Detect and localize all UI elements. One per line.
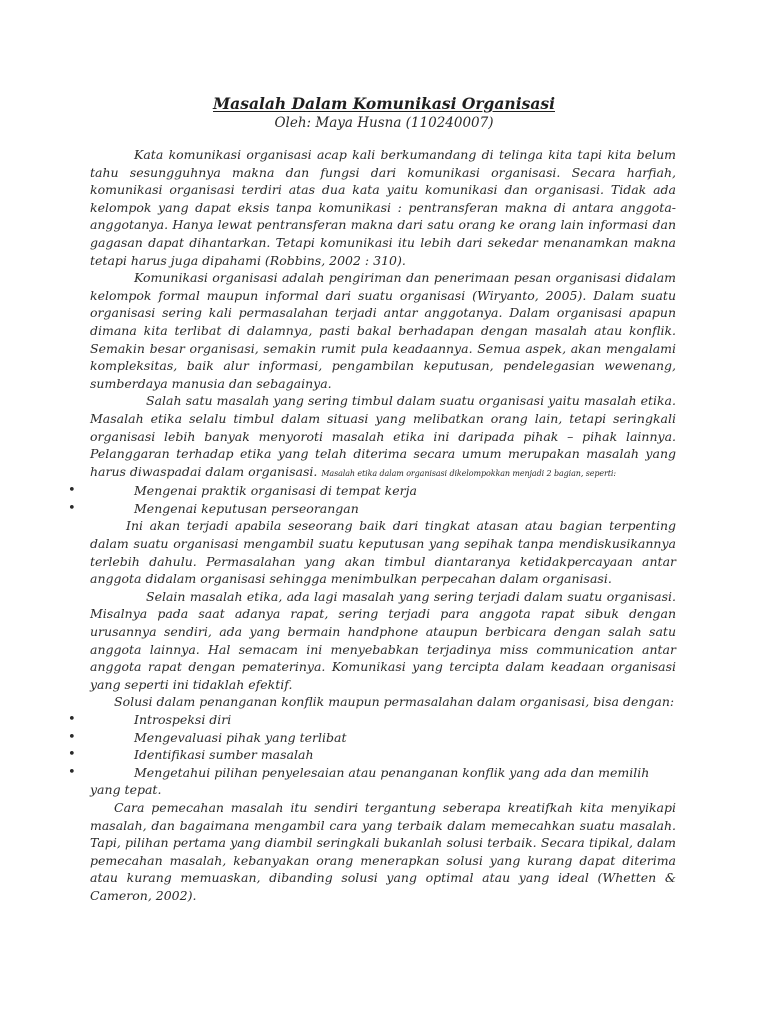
paragraph-6: Solusi dalam penanganan konflik maupun permasalahan dalam organisasi, bisa dengan: (114, 694, 675, 710)
paragraph-3-text: Salah satu masalah yang sering timbul dalam suatu organisasi yaitu masalah etika. Masalah etika selalu timbul dalam situasi yang melibatkan orang lain, tetapi seringkali organisasi lebih banyak menyoroti masalah etika ini daripada pihak – pihak lainnya. Pelanggaran terhadap etika yang telah diterima secara umum merupakan masalah yang harus diwaspadai dalam organisasi. (90, 393, 676, 479)
solutions-list (68, 711, 676, 781)
list-item-text: Identifikasi sumber masalah (134, 747, 314, 763)
paragraph-2: Komunikasi organisasi adalah pengiriman dan penerimaan pesan organisasi didalam kelompok formal maupun informal dari suatu organisasi (Wiryanto, 2005). Dalam suatu organisasi sering kali permasalahan terjadi antar anggotanya. Dalam organisasi apapun dimana kita terlibat di dalamnya, pasti bakal berhadapan dengan masalah atau konflik. Semakin besar organisasi, semakin rumit pula keadaannya. Semua aspek, akan mengalami kompleksitas, baik alur informasi, pengambilan keputusan, pendelegasian wewenang, sumberdaya manusia dan sebagainya. (90, 270, 676, 391)
list-item (68, 482, 676, 500)
document-body (68, 146, 676, 905)
list-item-text: Mengenai keputusan perseorangan (134, 500, 359, 516)
paragraph-3-small-note: Masalah etika dalam organisasi dikelompokkan menjadi 2 bagian, seperti: (321, 468, 616, 478)
list-item-text: Mengenai praktik organisasi di tempat kerja (134, 483, 417, 499)
bullet-icon: • (68, 712, 76, 727)
paragraph-4: Ini akan terjadi apabila seseorang baik dari tingkat atasan atau bagian terpenting dalam suatu organisasi mengambil suatu keputusan yang sepihak tanpa mendiskusikannya terlebih dahulu. Permasalahan yang akan timbul diantaranya ketidakpercayaan antar anggota didalam organisasi sehingga menimbulkan perpecahan dalam organisasi. (90, 518, 676, 587)
bullet-icon: • (68, 500, 76, 516)
list-item-continuation: yang tepat. (90, 782, 162, 798)
document-author: Oleh: Maya Husna (110240007) (274, 115, 494, 131)
list-item (68, 729, 676, 747)
list-item (68, 746, 676, 764)
document-title: Masalah Dalam Komunikasi Organisasi (213, 94, 555, 113)
list-item (68, 500, 676, 518)
bullet-icon: • (68, 729, 76, 745)
list-item-text: Mengetahui pilihan penyelesaian atau penanganan konflik yang ada dan memilih (134, 764, 650, 780)
paragraph-3 (90, 392, 676, 482)
paragraph-5: Selain masalah etika, ada lagi masalah yang sering terjadi dalam suatu organisasi. Misalnya pada saat adanya rapat, sering terjadi para anggota rapat sibuk dengan urusannya sendiri, ada yang bermain handphone ataupun berbicara dengan salah satu anggota lainnya. Hal semacam ini menyebabkan terjadinya miss communication antar anggota rapat dengan pematerinya. Komunikasi yang tercipta dalam keadaan organisasi yang seperti ini tidaklah efektif. (90, 588, 676, 692)
bullet-icon: • (68, 483, 76, 499)
ethics-list (68, 482, 676, 517)
list-item (68, 711, 676, 729)
bullet-icon: • (68, 764, 76, 780)
list-item (68, 764, 676, 782)
list-item-text: Mengevaluasi pihak yang terlibat (134, 729, 347, 745)
paragraph-7: Cara pemecahan masalah itu sendiri tergantung seberapa kreatifkah kita menyikapi masalah, dan bagaimana mengambil cara yang terbaik dalam memecahkan suatu masalah. Tapi, pilihan pertama yang diambil seringkali bukanlah solusi terbaik. Secara tipikal, dalam pemecahan masalah, kebanyakan orang menerapkan solusi yang kurang dapat diterima atau kurang memuaskan, dibanding solusi yang optimal atau yang ideal (Whetten & Cameron, 2002). (90, 799, 676, 903)
list-item-text: Introspeksi diri (134, 712, 232, 727)
paragraph-1: Kata komunikasi organisasi acap kali berkumandang di telinga kita tapi kita belum tahu sesungguhnya makna dan fungsi dari komunikasi organisasi. Secara harfiah, komunikasi organisasi terdiri atas dua kata yaitu komunikasi dan organisasi. Tidak ada kelompok yang dapat eksis tanpa komunikasi : pentransferan makna di antara anggota-anggotanya. Hanya lewat pentransferan makna dari satu orang ke orang lain informasi dan gagasan dapat dihantarkan. Tetapi komunikasi itu lebih dari sekedar menanamkan makna tetapi harus juga dipahami (Robbins, 2002 : 310). (90, 147, 676, 268)
bullet-icon: • (68, 747, 76, 763)
